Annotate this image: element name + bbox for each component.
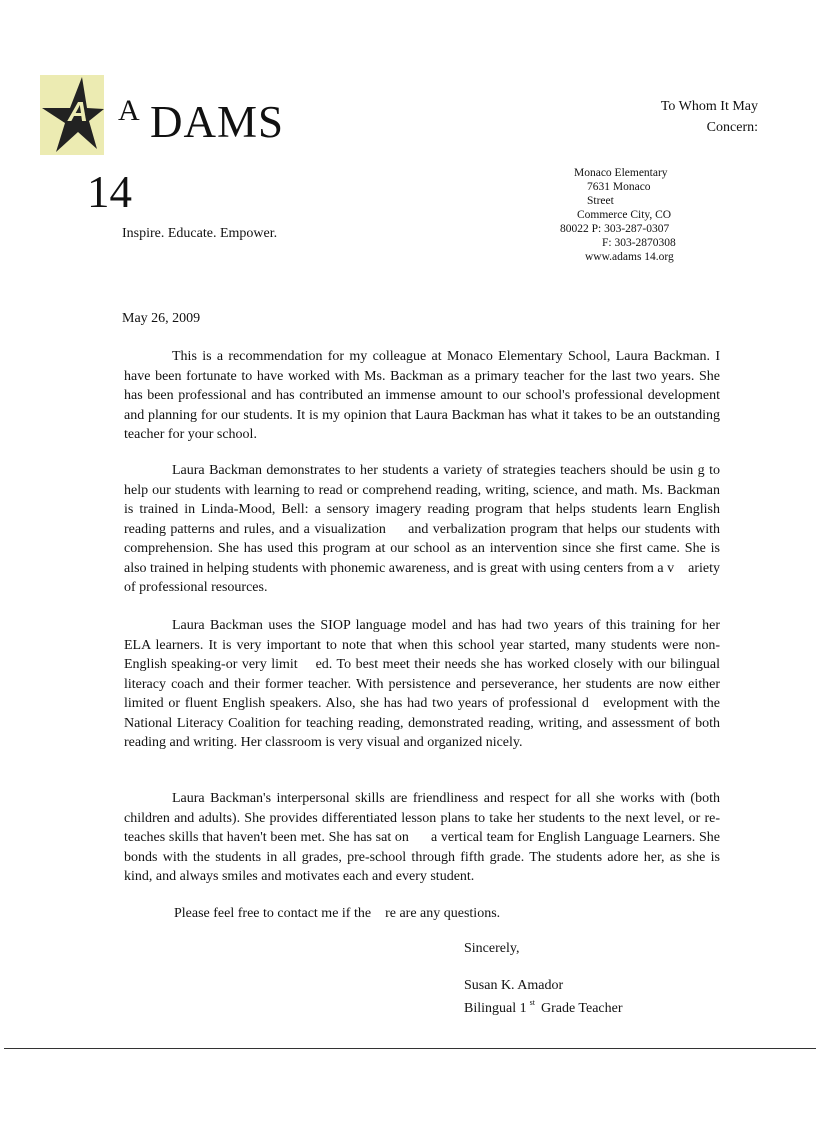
tagline: Inspire. Educate. Empower. [122, 226, 278, 241]
closing-line: Please feel free to contact me if the re are any questions. [174, 906, 501, 921]
salutation [558, 96, 758, 138]
logo-letter: A [67, 96, 89, 127]
salutation-line-2: Concern: [706, 120, 758, 135]
signer-name: Susan K. Amador [464, 978, 564, 993]
body-paragraph: Laura Backman demonstrates to her students a variety of strategies teachers should be usin g to help our students with learning to read or comprehend reading, writing, science, and math. Ms. Backman is trained in Linda-Mood, Bell: a sensory imagery reading program that helps students learn English reading patterns and rules, and a visualization and verbalization program that helps our students with comprehension. She has used this program at our school as an intervention since she first came. She is also trained in helping students with phonemic awareness, and is great with using centers from a v ariety of professional resources. [124, 463, 724, 595]
signer-title-sup: st [529, 998, 535, 1007]
letter-date: May 26, 2009 [122, 311, 201, 326]
address-street-1: 7631 Monaco [587, 181, 651, 193]
signer-title-pre: Bilingual 1 [464, 1001, 527, 1016]
star-logo-icon [40, 75, 104, 155]
signer-title-post: Grade Teacher [540, 1001, 623, 1016]
body-paragraph: Laura Backman uses the SIOP language model and has had two years of this training for her ELA learners. It is very important to note that when this school year started, many students were non-English speaking-or very limit ed. To best meet their needs she has worked closely with our bilingual literacy coach and their former teacher. With persistence and perseverance, her students are now either limited or fluent English speakers. Also, she has had two years of professional d evelopment with the National Literacy Coalition for teaching reading, demonstrated reading, writing, and assessment of both reading and writing. Her classroom is very visual and organized nicely. [124, 618, 724, 750]
letterhead-name: DAMS [150, 97, 285, 147]
address-school: Monaco Elementary [574, 167, 668, 179]
body-paragraph: This is a recommendation for my colleague at Monaco Elementary School, Laura Backman. I have been fortunate to have worked with Ms. Backman as a primary teacher for the last two years. She has been professional and has contributed an immense amount to our school's professional development and planning for our students. It is my opinion that Laura Backman has what it takes to be an outstanding teacher for your school. [124, 349, 724, 442]
letterhead-name-initial: A [118, 94, 140, 127]
address-zip-phone: 80022 P: 303-287-0307 [560, 223, 670, 235]
school-address [560, 166, 760, 264]
signer-title [464, 998, 623, 1017]
address-fax: F: 303-2870308 [602, 237, 676, 249]
body-paragraph: Laura Backman's interpersonal skills are friendliness and respect for all she works with (both children and adults). She provides differentiated lesson plans to take her students to the next level, or re-teaches skills that haven't been met. She has sat on a vertical team for English Language Learners. She bonds with the students in all grades, pre-school through fifth grade. The students adore her, as she is kind, and always smiles and motivates each and every student. [124, 791, 724, 884]
footer-rule [4, 1048, 816, 1049]
district-logo [40, 75, 104, 155]
address-city: Commerce City, CO [577, 209, 672, 221]
address-street-2: Street [587, 195, 614, 207]
sign-off: Sincerely, [464, 941, 520, 956]
salutation-line-1: To Whom It May [660, 99, 758, 114]
district-number: 14 [87, 167, 132, 217]
address-web: www.adams 14.org [585, 251, 674, 263]
